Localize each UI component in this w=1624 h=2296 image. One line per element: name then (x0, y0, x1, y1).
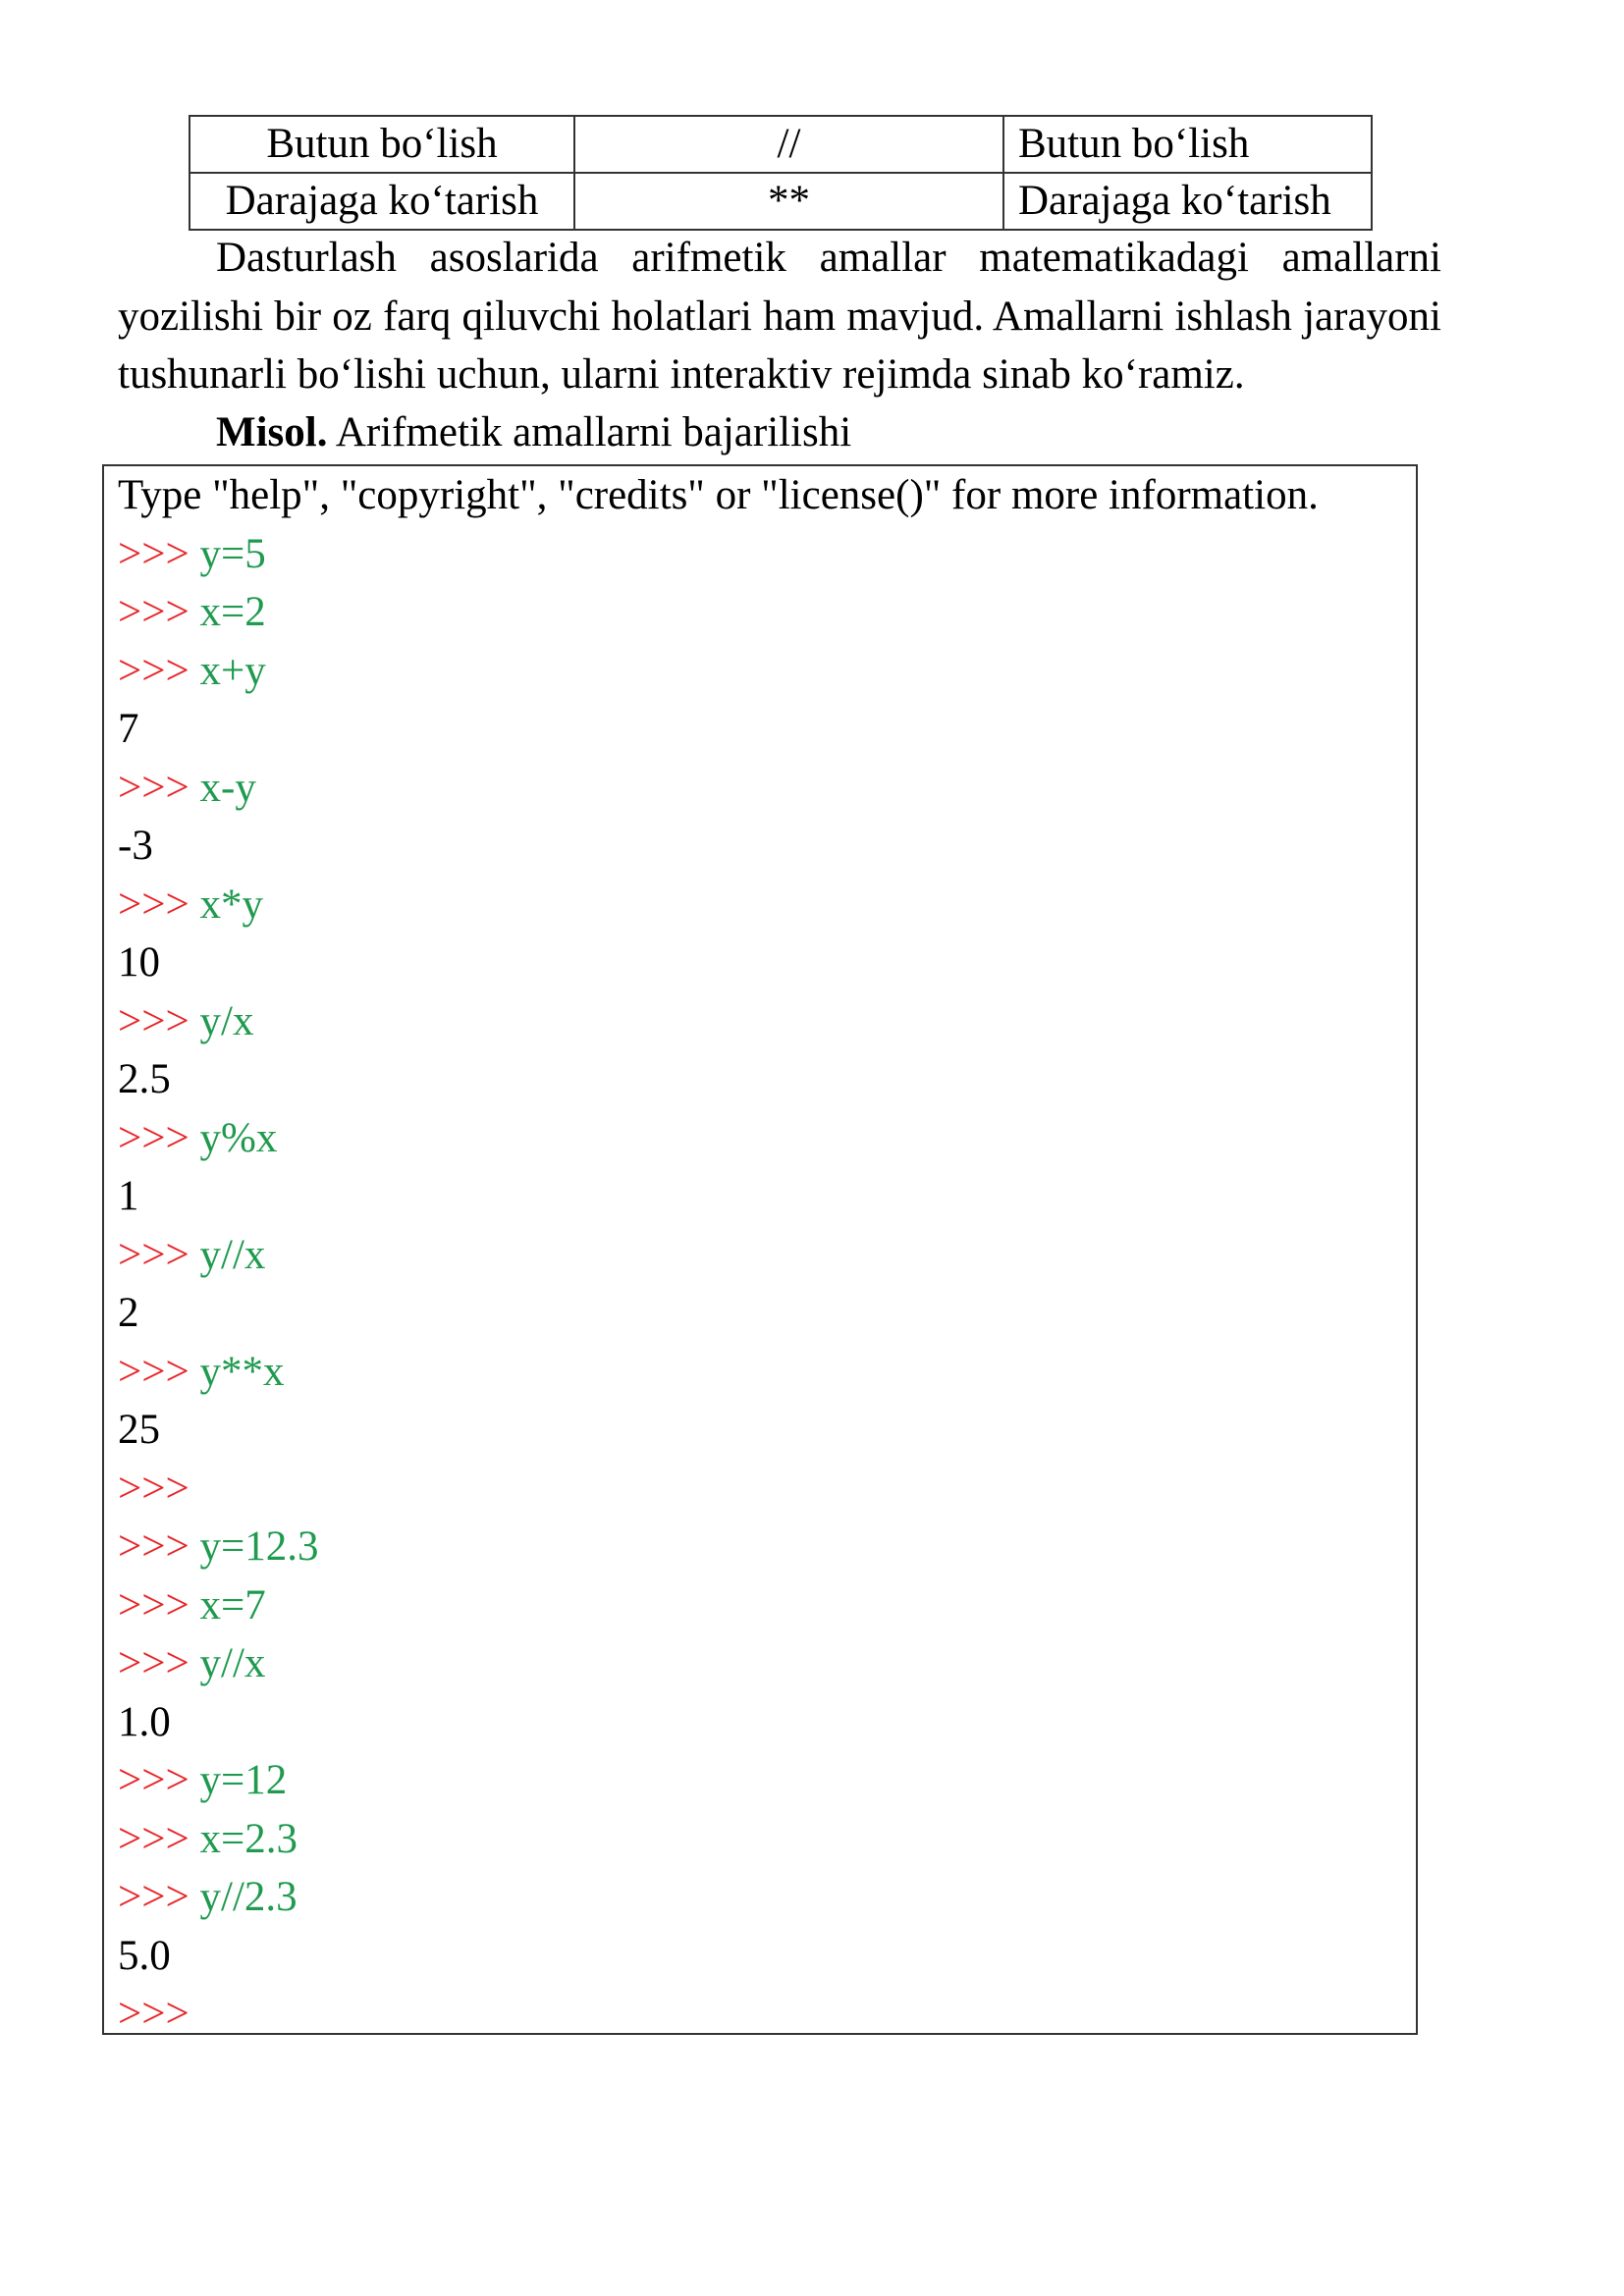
example-label: Misol. (216, 409, 328, 455)
console-output: 1.0 (118, 1698, 171, 1745)
console-prompt: >>> (118, 1640, 189, 1686)
console-output: 2 (118, 1290, 139, 1336)
console-prompt: >>> (118, 1465, 189, 1512)
console-input-code: x+y (189, 647, 266, 694)
console-line (118, 1985, 1402, 2044)
console-input-code: y**x (189, 1348, 285, 1395)
console-line (118, 1810, 1402, 1869)
console-input-code: y//x (189, 1231, 266, 1278)
console-output: 1 (118, 1173, 139, 1219)
console-line (118, 525, 1402, 584)
console-line (118, 1576, 1402, 1635)
example-heading (216, 403, 851, 461)
console-lines (118, 525, 1402, 2044)
console-prompt: >>> (118, 764, 189, 811)
table-row (189, 116, 1372, 173)
console-prompt: >>> (118, 1348, 189, 1395)
operators-table (189, 115, 1373, 231)
console-line (118, 817, 1402, 876)
example-title: Arifmetik amallarni bajarilishi (327, 409, 852, 455)
console-input-code: y//x (189, 1640, 266, 1686)
console-line (118, 1868, 1402, 1927)
console-prompt: >>> (118, 1523, 189, 1570)
console-line (118, 1460, 1402, 1519)
console-line (118, 1401, 1402, 1460)
console-input-code: x=7 (189, 1581, 266, 1629)
console-input-code: y=12.3 (189, 1523, 319, 1570)
console-line (118, 642, 1402, 701)
console-line (118, 1226, 1402, 1285)
console-line (118, 876, 1402, 934)
operator-description-cell: Darajaga ko‘tarish (1003, 173, 1372, 230)
console-prompt: >>> (118, 1815, 189, 1862)
console-output: 2.5 (118, 1056, 171, 1102)
console-output: 5.0 (118, 1932, 171, 1979)
console-input-code: y//2.3 (189, 1874, 298, 1920)
console-input-code: y=5 (189, 530, 266, 577)
operator-symbol-cell: // (574, 116, 1003, 173)
console-prompt: >>> (118, 1991, 189, 2037)
console-prompt: >>> (118, 1114, 189, 1161)
console-line (118, 583, 1402, 642)
console-prompt: >>> (118, 997, 189, 1044)
console-prompt: >>> (118, 647, 189, 694)
console-input-code: y/x (189, 997, 254, 1044)
python-console (102, 464, 1418, 2035)
console-prompt: >>> (118, 530, 189, 577)
console-line (118, 1050, 1402, 1109)
console-input-code: y=12 (189, 1757, 288, 1803)
console-line (118, 1167, 1402, 1226)
console-prompt: >>> (118, 881, 189, 928)
console-output: 25 (118, 1407, 160, 1453)
console-banner: Type "help", "copyright", "credits" or "license()" for more information. (118, 472, 1319, 518)
console-line (118, 992, 1402, 1051)
console-line (118, 700, 1402, 759)
console-input-code: x-y (189, 764, 256, 811)
console-line (118, 1343, 1402, 1402)
console-input-code: x=2 (189, 589, 266, 635)
console-line (118, 1109, 1402, 1168)
console-prompt: >>> (118, 1231, 189, 1278)
body-paragraph: Dasturlash asoslarida arifmetik amallar matematikadagi amallarni yozilishi bir oz farq qiluvchi holatlari ham mavjud. Amallarni ishlash jarayoni tushunarli bo‘lishi uchun, ularni interaktiv rejimda sinab ko‘ramiz. (118, 235, 1441, 398)
console-line (118, 1634, 1402, 1693)
console-line (118, 1751, 1402, 1810)
console-line (118, 1518, 1402, 1576)
console-line (118, 1284, 1402, 1343)
operator-name-cell: Darajaga ko‘tarish (189, 173, 574, 230)
console-prompt: >>> (118, 1874, 189, 1920)
console-output: 7 (118, 706, 139, 752)
operator-name-cell: Butun bo‘lish (189, 116, 574, 173)
console-input-code: x*y (189, 881, 264, 928)
console-output: 10 (118, 939, 160, 986)
console-line (118, 1693, 1402, 1752)
console-prompt: >>> (118, 1757, 189, 1803)
console-line (118, 934, 1402, 992)
console-input-code: y%x (189, 1114, 278, 1161)
operator-description-cell: Butun bo‘lish (1003, 116, 1372, 173)
operator-symbol-cell: ** (574, 173, 1003, 230)
console-prompt: >>> (118, 1581, 189, 1629)
table-row (189, 173, 1372, 230)
console-output: -3 (118, 823, 153, 869)
console-input-code: x=2.3 (189, 1815, 298, 1862)
console-line (118, 1927, 1402, 1986)
console-line (118, 759, 1402, 818)
console-prompt: >>> (118, 589, 189, 635)
